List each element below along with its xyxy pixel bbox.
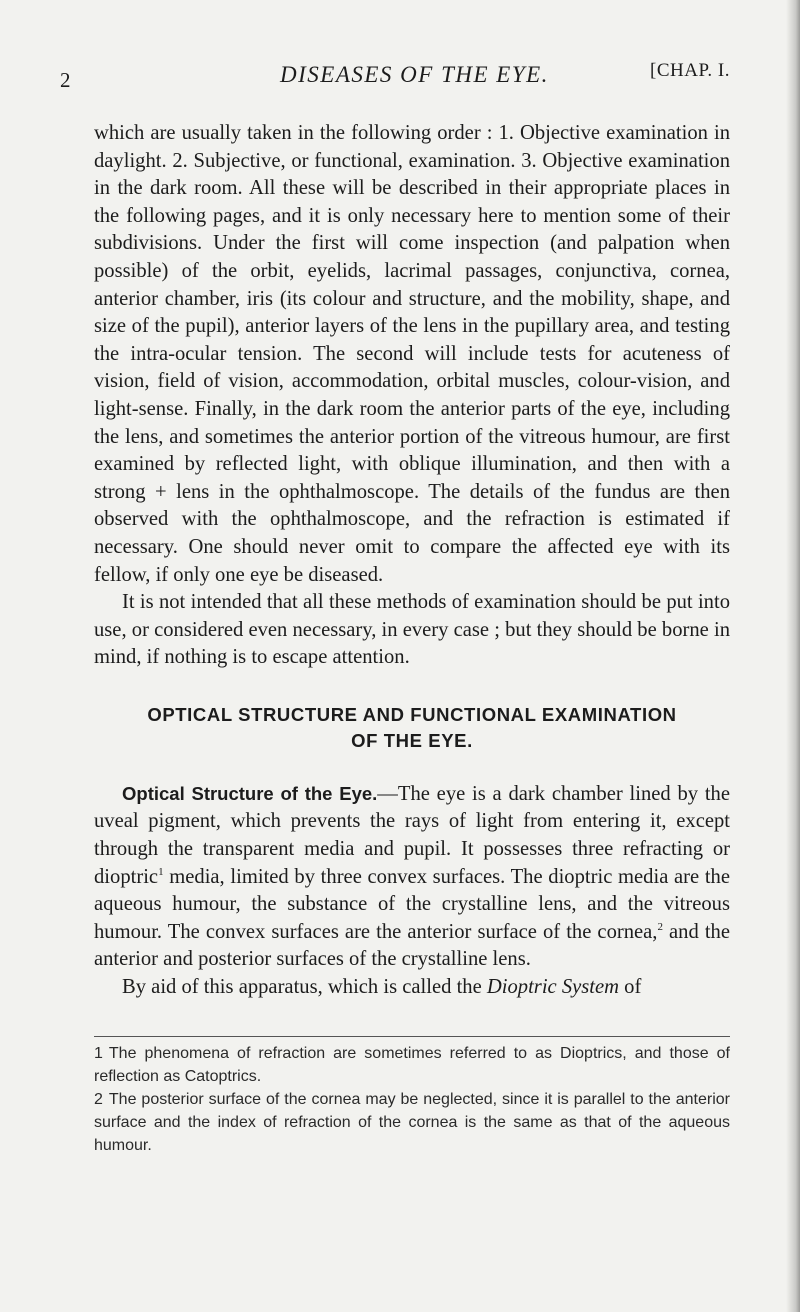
page-edge-shadow [786,0,800,1312]
footnote-reference: 2 [657,920,663,933]
footnote-reference: 1 [158,865,164,878]
paragraph-text: The eye is a dark chamber lined by the uveal pigment, which prevents the rays of light from entering it, except through the transparent media and pupil. It possesses three refracting or dioptric [94,782,730,888]
footnote [94,1042,730,1088]
footnote-text: The phenomena of refraction are sometimes referred to as Dioptrics, and those of reflection as Catoptrics. [94,1045,730,1085]
footnote-text: The posterior surface of the cornea may be neglected, since it is parallel to the anterior surface and the index of refraction of the cornea is the same as that of the aqueous humour. [94,1091,730,1154]
intro-paragraph: It is not intended that all these methods of examination should be put into use, or considered even necessary, in every case ; but they should be borne in mind, if nothing is to escape attention. [94,591,730,669]
paragraph-text: and the anterior and posterior surfaces of the crystalline lens. [94,920,730,971]
dash: — [377,782,398,805]
book-title: DISEASES OF THE EYE. [280,62,549,87]
paragraph-text: By aid of this apparatus, which is called the [122,976,487,999]
intro-paragraph: which are usually taken in the following order : 1. Objective examination in daylight. 2. Subjective, or functional, examination. 3. Objective examination in the dark room. All these will be described in their appropriate places in the following pages, and it is only necessary here to mention some of their subdivisions. Under the first will come inspection (and palpation when possible) of the orbit, eyelids, lacrimal passages, conjunctiva, cornea, anterior chamber, iris (its colour and structure, and the mobility, shape, and size of the pupil), anterior layers of the lens in the pupillary area, and testing the intra-ocular tension. The second will include tests for acuteness of vision, field of vision, accommodation, orbital muscles, colour-vision, and light-sense. Finally, in the dark room the anterior parts of the eye, including the lens, and sometimes the anterior portion of the vitreous humour, are first examined by reflected light, with oblique illumination, and then with a strong + lens in the ophthalmoscope. The details of the fundus are then observed with the ophthalmoscope, and the refraction is estimated if necessary. One should never omit to compare the affected eye with its fellow, if only one eye be diseased. [94,122,730,586]
footnote-mark: 1 [94,1045,103,1062]
section-paragraph [94,780,730,974]
running-head [60,52,730,92]
run-in-title: Optical Structure of the Eye. [122,782,378,804]
footnote-mark: 2 [94,1091,103,1108]
body-text [94,120,730,1002]
footnote [94,1088,730,1157]
footnotes [94,1042,730,1157]
chapter-reference: [CHAP. I. [650,60,730,81]
page-number: 2 [60,68,71,92]
section-heading-line-2: OF THE EYE. [351,729,473,751]
paragraph-text: media, limited by three convex surfaces. The dioptric media are the aqueous humour, the substance of the crystalline lens, and the vitreous humour. The convex surfaces are the anterior surface of the cornea, [94,865,730,943]
footnote-rule [94,1036,730,1037]
section-heading: OPTICAL STRUCTURE AND FUNCTIONAL EXAMINATION [147,703,677,725]
section-paragraph [94,974,730,1002]
paragraph-text: of [619,976,642,999]
italic-term: Dioptric System [486,976,620,999]
